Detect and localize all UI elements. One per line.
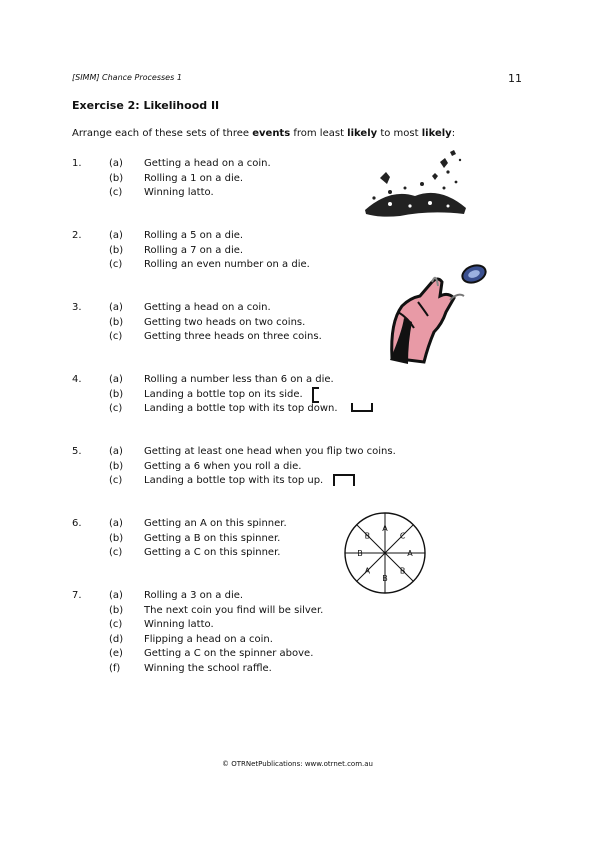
bottle-top-up-icon xyxy=(333,473,355,487)
keyword-events: events xyxy=(252,128,291,139)
page-number: 11 xyxy=(508,72,522,85)
list-item: (c) Winning latto. xyxy=(109,187,214,198)
exercise-title: Exercise 2: Likelihood II xyxy=(72,99,220,112)
hand-flipping-coin-picture xyxy=(388,262,500,366)
spinner-sector-label: B xyxy=(364,531,371,541)
spinner-sector-label: B xyxy=(382,574,388,583)
list-item: (c) Landing a bottle top with its top up. xyxy=(109,475,324,486)
list-item: (a) Rolling a number less than 6 on a die. xyxy=(109,374,334,385)
list-item: (c) Winning latto. xyxy=(109,619,214,630)
list-item: (c) Landing a bottle top with its top down. xyxy=(109,403,338,414)
question-number: 7. xyxy=(72,590,82,601)
question-3 xyxy=(72,301,402,345)
list-item: (a) Rolling a 3 on a die. xyxy=(109,590,244,601)
question-1 xyxy=(72,157,402,201)
bottle-top-down-icon xyxy=(351,401,373,413)
list-item: (c) Getting three heads on three coins. xyxy=(109,331,322,342)
list-item: (b) The next coin you find will be silver. xyxy=(109,604,324,616)
spinner-sector-label: C xyxy=(399,531,406,541)
list-item: (c) Rolling an even number on a die. xyxy=(109,259,310,270)
question-7 xyxy=(72,589,402,676)
question-5 xyxy=(72,445,412,489)
question-number: 3. xyxy=(72,302,82,313)
spinner xyxy=(340,508,430,598)
list-item: (b) Rolling a 7 on a die. xyxy=(109,244,244,256)
question-number: 1. xyxy=(72,158,82,169)
list-item: (b) Getting a B on this spinner. xyxy=(109,532,281,544)
list-item: (a) Getting a head on a coin. xyxy=(109,302,271,313)
list-item: (a) Rolling a 5 on a die. xyxy=(109,230,244,241)
list-item: (b) Rolling a 1 on a die. xyxy=(109,172,244,184)
footer-copyright: © OTRNetPublications: www.otrnet.com.au xyxy=(222,760,373,768)
list-item: (f) Winning the school raffle. xyxy=(109,662,272,674)
spinner-sector-label: A xyxy=(364,566,371,576)
list-item: (a) Getting an A on this spinner. xyxy=(109,518,287,529)
list-item: (b) Getting a 6 when you roll a die. xyxy=(109,460,302,472)
list-item: (d) Flipping a head on a coin. xyxy=(109,633,273,645)
list-item: (e) Getting a C on the spinner above. xyxy=(109,648,314,659)
question-6 xyxy=(72,517,352,561)
list-item: (a) Getting at least one head when you flip two coins. xyxy=(109,446,396,457)
keyword-likely: likely xyxy=(421,128,452,139)
list-item: (b) Landing a bottle top on its side. xyxy=(109,388,303,400)
keyword-likely: likely xyxy=(347,128,378,139)
question-number: 5. xyxy=(72,446,82,457)
question-2 xyxy=(72,229,402,273)
question-number: 4. xyxy=(72,374,82,385)
list-item: (b) Getting two heads on two coins. xyxy=(109,316,306,328)
spinner-sector-label: B xyxy=(357,549,363,558)
question-number: 2. xyxy=(72,230,82,241)
bottle-top-side-icon xyxy=(311,387,321,403)
question-number: 6. xyxy=(72,518,82,529)
page-header: [SIMM] Chance Processes 1 xyxy=(72,73,182,82)
lotto-picture xyxy=(360,148,470,220)
spinner-sector-label: A xyxy=(407,549,413,558)
spinner-sector-label: A xyxy=(382,524,388,533)
list-item: (a) Getting a head on a coin. xyxy=(109,158,271,169)
list-item: (c) Getting a C on this spinner. xyxy=(109,547,281,558)
spinner-sector-label: B xyxy=(399,566,406,576)
instruction: Arrange each of these sets of three events from least likely to most likely: xyxy=(72,128,456,139)
